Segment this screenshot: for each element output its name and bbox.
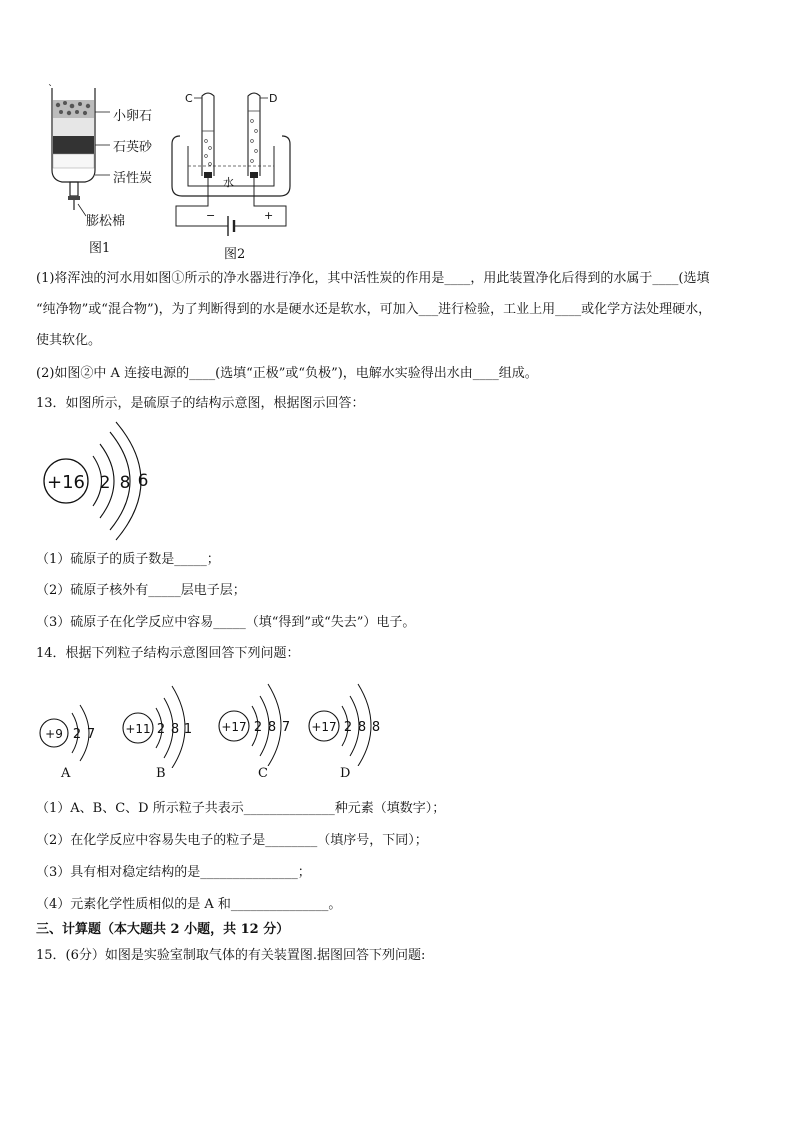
fig1-top-mark: ` [48, 84, 53, 95]
particle-b-shell-2: 8 [170, 722, 180, 737]
particle-b-shell-1: 2 [156, 722, 166, 737]
fig1-layer-sand: 石英砂 [113, 140, 153, 155]
particle-b-shell-3: 1 [183, 722, 193, 737]
particle-b-diagram [120, 678, 200, 768]
q14-title: 14．根据下列粒子结构示意图回答下列问题： [36, 646, 300, 661]
q15-title: 15．(6分）如图是实验室制取气体的有关装置图.据图回答下列问题: [36, 948, 426, 963]
q13-title: 13．如图所示，是硫原子的结构示意图，根据图示回答： [36, 396, 365, 411]
q12-part1-line3: 使其软化。 [36, 333, 102, 348]
q13-item-3: （3）硫原子在化学反应中容易_____（填“得到”或“失去”）电子。 [36, 615, 416, 630]
particle-c-shell-1: 2 [253, 720, 263, 735]
particle-c-shell-2: 8 [267, 720, 277, 735]
section-3-title: 三、计算题（本大题共 2 小题，共 12 分） [36, 922, 290, 937]
particle-d-shell-3: 8 [371, 720, 381, 735]
particle-c-label: C [258, 766, 268, 781]
sulfur-nucleus: +16 [47, 472, 85, 493]
fig2-tube-d-label: D [269, 92, 278, 105]
particle-c-nucleus: +17 [221, 720, 247, 734]
fig1-cotton-label: 膨松棉 [86, 214, 126, 229]
q12-part1-line1: (1)将浑浊的河水用如图①所示的净水器进行净化，其中活性炭的作用是____，用此装置净化后得到的水属于____(选填 [36, 271, 710, 286]
particle-a-diagram [38, 685, 108, 765]
particle-a-nucleus: +9 [45, 727, 63, 741]
particle-d-label: D [340, 766, 351, 781]
fig2-minus-sign: − [206, 209, 216, 222]
q14-item-3: （3）具有相对稳定结构的是_______________； [36, 865, 311, 880]
particle-c-shell-3: 7 [281, 720, 291, 735]
fig1-caption: 图1 [89, 241, 111, 256]
q12-part1-line2: “纯净物”或“混合物”)，为了判断得到的水是硬水还是软水，可加入___进行检验，工业上用____或化学方法处理硬水， [36, 302, 712, 317]
particle-b-label: B [156, 766, 166, 781]
particle-b-nucleus: +11 [125, 722, 151, 736]
fig1-layer-pebble: 小卵石 [113, 109, 153, 124]
sulfur-shell-2: 8 [119, 473, 131, 493]
particle-a-label: A [61, 766, 71, 781]
particle-a-shell-2: 7 [86, 727, 96, 742]
particle-d-shell-1: 2 [343, 720, 353, 735]
q12-part2: (2)如图②中 A 连接电源的____(选填“正极”或“负极”)，电解水实验得出水由____组成。 [36, 366, 538, 381]
q14-item-2: （2）在化学反应中容易失电子的粒子是________（填序号，下同）； [36, 833, 428, 848]
figure-2-electrolysis [168, 86, 298, 236]
fig2-caption: 图2 [224, 247, 246, 262]
sulfur-atom-diagram [38, 418, 168, 548]
particle-d-diagram [306, 676, 388, 766]
sulfur-shell-3: 6 [137, 471, 149, 491]
fig1-layer-carbon: 活性炭 [113, 171, 153, 186]
particle-d-nucleus: +17 [311, 720, 337, 734]
fig2-water-label: 水 [223, 176, 234, 189]
q14-item-1: （1）A、B、C、D 所示粒子共表示______________种元素（填数字）； [36, 801, 446, 816]
fig2-plus-sign: + [264, 209, 274, 222]
particle-a-shell-1: 2 [72, 727, 82, 742]
sulfur-shell-1: 2 [99, 473, 111, 493]
q13-item-2: （2）硫原子核外有_____层电子层； [36, 583, 246, 598]
q14-item-4: （4）元素化学性质相似的是 A 和_______________。 [36, 897, 342, 912]
q13-item-1: （1）硫原子的质子数是_____； [36, 552, 220, 567]
particle-d-shell-2: 8 [357, 720, 367, 735]
particle-c-diagram [216, 676, 296, 766]
fig2-tube-c-label: C [185, 92, 193, 105]
